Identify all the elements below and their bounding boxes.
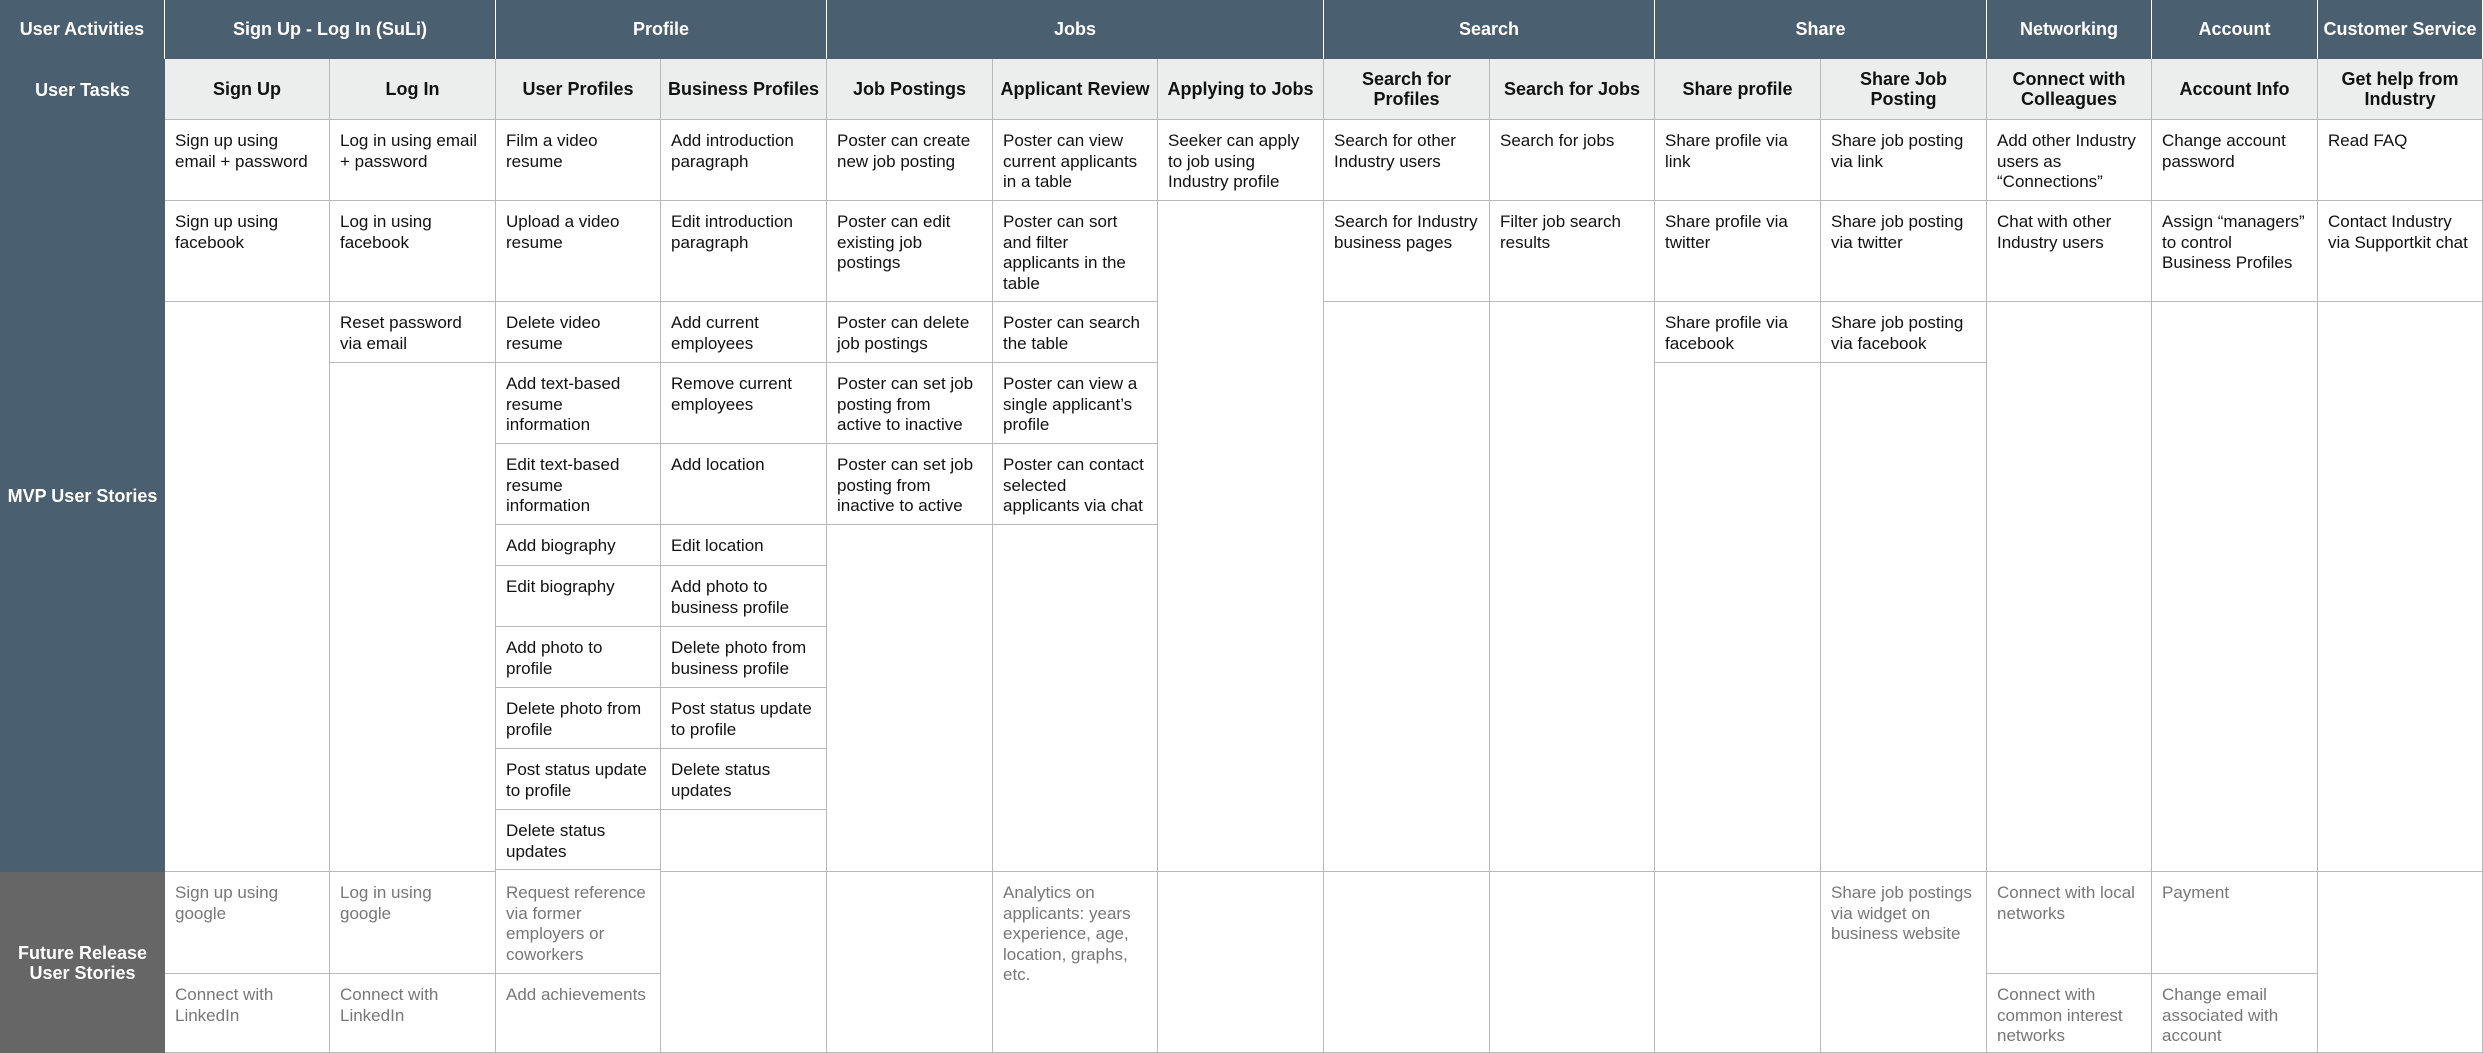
activity-header: Jobs xyxy=(827,0,1324,59)
story-card: Post status update to profile xyxy=(661,688,827,749)
activity-header: Share xyxy=(1655,0,1987,59)
story-card: Add location xyxy=(661,444,827,525)
story-card: Sign up using facebook xyxy=(165,201,330,302)
activity-header: Sign Up - Log In (SuLi) xyxy=(165,0,496,59)
story-card: Delete status updates xyxy=(661,749,827,810)
empty-cell xyxy=(661,872,827,1053)
story-card: Share job posting via link xyxy=(1821,120,1987,201)
future-story-card: Request reference via former employers or coworkers xyxy=(496,872,661,974)
story-card: Edit location xyxy=(661,525,827,566)
empty-cell xyxy=(827,525,993,872)
activity-header: Customer Service xyxy=(2318,0,2483,59)
story-card: Seeker can apply to job using Industry profile xyxy=(1158,120,1324,201)
story-card: Delete photo from profile xyxy=(496,688,661,749)
future-story-card: Share job postings via widget on business website xyxy=(1821,872,1987,1053)
empty-cell xyxy=(1158,872,1324,1053)
story-card: Poster can delete job postings xyxy=(827,302,993,363)
story-card: Assign “managers” to control Business Profiles xyxy=(2152,201,2318,302)
future-story-card: Payment xyxy=(2152,872,2318,974)
task-header: Search for Jobs xyxy=(1490,59,1655,120)
task-header: Search for Profiles xyxy=(1324,59,1490,120)
story-card: Search for jobs xyxy=(1490,120,1655,201)
empty-cell xyxy=(1324,302,1490,872)
empty-cell xyxy=(1821,363,1987,872)
row-label-future-stories: Future Release User Stories xyxy=(0,872,165,1053)
story-card: Share profile via twitter xyxy=(1655,201,1821,302)
task-header: Get help from Industry xyxy=(2318,59,2483,120)
story-card: Sign up using email + password xyxy=(165,120,330,201)
story-card: Poster can view a single applicant’s profile xyxy=(993,363,1158,444)
story-card: Poster can set job posting from inactive to active xyxy=(827,444,993,525)
future-story-card: Connect with LinkedIn xyxy=(330,974,496,1053)
future-story-card: Connect with common interest networks xyxy=(1987,974,2152,1053)
empty-cell xyxy=(1987,302,2152,872)
task-header: Connect with Colleagues xyxy=(1987,59,2152,120)
future-story-card: Log in using google xyxy=(330,872,496,974)
empty-cell xyxy=(1655,872,1821,1053)
story-card: Poster can sort and filter applicants in the table xyxy=(993,201,1158,302)
story-card: Add text-based resume information xyxy=(496,363,661,444)
task-header: Applicant Review xyxy=(993,59,1158,120)
story-card: Add photo to profile xyxy=(496,627,661,688)
empty-cell xyxy=(993,525,1158,872)
story-card: Change account password xyxy=(2152,120,2318,201)
story-card: Contact Industry via Supportkit chat xyxy=(2318,201,2483,302)
story-card: Share job posting via twitter xyxy=(1821,201,1987,302)
row-label-user-tasks: User Tasks xyxy=(0,59,165,120)
task-header: Share profile xyxy=(1655,59,1821,120)
story-card: Read FAQ xyxy=(2318,120,2483,201)
task-header: Applying to Jobs xyxy=(1158,59,1324,120)
task-header: Business Profiles xyxy=(661,59,827,120)
empty-cell xyxy=(1655,363,1821,872)
empty-cell xyxy=(1324,872,1490,1053)
empty-cell xyxy=(165,302,330,872)
story-card: Add current employees xyxy=(661,302,827,363)
story-card: Add photo to business profile xyxy=(661,566,827,627)
story-card: Delete status updates xyxy=(496,810,661,870)
story-card: Poster can edit existing job postings xyxy=(827,201,993,302)
story-card: Add biography xyxy=(496,525,661,566)
activity-header: Networking xyxy=(1987,0,2152,59)
story-card: Add other Industry users as “Connections” xyxy=(1987,120,2152,201)
task-header: Account Info xyxy=(2152,59,2318,120)
task-header: User Profiles xyxy=(496,59,661,120)
future-story-card: Sign up using google xyxy=(165,872,330,974)
activity-header: Account xyxy=(2152,0,2318,59)
story-card: Share profile via facebook xyxy=(1655,302,1821,363)
story-card: Poster can create new job posting xyxy=(827,120,993,201)
activity-header: Search xyxy=(1324,0,1655,59)
story-card: Poster can set job posting from active to inactive xyxy=(827,363,993,444)
story-card: Edit biography xyxy=(496,566,661,627)
story-card: Filter job search results xyxy=(1490,201,1655,302)
story-card: Search for other Industry users xyxy=(1324,120,1490,201)
story-card: Add introduction paragraph xyxy=(661,120,827,201)
story-card: Delete photo from business profile xyxy=(661,627,827,688)
future-story-card: Connect with LinkedIn xyxy=(165,974,330,1053)
story-card: Log in using email + password xyxy=(330,120,496,201)
story-card: Poster can view current applicants in a table xyxy=(993,120,1158,201)
activity-header: Profile xyxy=(496,0,827,59)
story-card: Post status update to profile xyxy=(496,749,661,810)
empty-cell xyxy=(1158,201,1324,872)
story-card: Film a video resume xyxy=(496,120,661,201)
story-card: Share job posting via facebook xyxy=(1821,302,1987,363)
task-header: Log In xyxy=(330,59,496,120)
story-card: Share profile via link xyxy=(1655,120,1821,201)
story-card: Log in using facebook xyxy=(330,201,496,302)
future-story-card: Analytics on applicants: years experience, age, location, graphs, etc. xyxy=(993,872,1158,1053)
story-card: Poster can contact selected applicants via chat xyxy=(993,444,1158,525)
task-header: Job Postings xyxy=(827,59,993,120)
task-header: Sign Up xyxy=(165,59,330,120)
story-card: Edit text-based resume information xyxy=(496,444,661,525)
story-card: Upload a video resume xyxy=(496,201,661,302)
story-card: Poster can search the table xyxy=(993,302,1158,363)
task-header: Share Job Posting xyxy=(1821,59,1987,120)
story-card: Edit introduction paragraph xyxy=(661,201,827,302)
row-label-mvp-stories: MVP User Stories xyxy=(0,120,165,872)
empty-cell xyxy=(2152,302,2318,872)
story-card: Reset password via email xyxy=(330,302,496,363)
empty-cell xyxy=(827,872,993,1053)
story-card: Delete video resume xyxy=(496,302,661,363)
empty-cell xyxy=(661,810,827,872)
story-card: Remove current employees xyxy=(661,363,827,444)
future-story-card: Change email associated with account xyxy=(2152,974,2318,1053)
empty-cell xyxy=(2318,302,2483,872)
empty-cell xyxy=(1490,302,1655,872)
story-card: Search for Industry business pages xyxy=(1324,201,1490,302)
empty-cell xyxy=(2318,872,2483,1053)
future-story-card: Add achievements xyxy=(496,974,661,1053)
story-card: Chat with other Industry users xyxy=(1987,201,2152,302)
empty-cell xyxy=(330,363,496,872)
empty-cell xyxy=(1490,872,1655,1053)
row-label-user-activities: User Activities xyxy=(0,0,165,59)
future-story-card: Connect with local networks xyxy=(1987,872,2152,974)
